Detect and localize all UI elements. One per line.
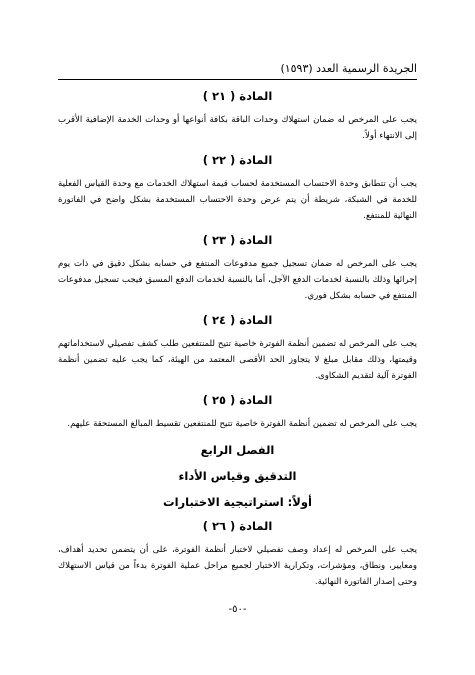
chapter-heading: الفصل الرابع (200, 443, 275, 457)
article-body: يجب أن تتطابق وحدة الاحتساب المستخدمة لحساب قيمة استهلاك الخدمات مع وحدة القياس الفعلية للخدمة في الشبكة، شريطة أن يتم عرض وحدة الاحتساب المستخدمة بشكل واضح في الفاتورة النهائية للمنتفع. (58, 179, 417, 221)
article-title: المادة ( ٢٦ ) (202, 519, 273, 533)
article-body: يجب على المرخص له ضمان استهلاك وحدات الباقة بكافة أنواعها أو وحدات الخدمة الإضافية الأقرب إلى الانتهاء أولاً. (58, 115, 417, 141)
article-25 (58, 393, 417, 432)
article-body: يجب على المرخص له ضمان تسجيل جميع مدفوعات المنتفع في حسابه بشكل دقيق في ذات يوم إجرائها وذلك بالنسبة لخدمات الدفع الآجل، أما بالنسبة لخدمات الدفع المسبق فيجب تسجيل مدفوعات المنتفع في حسابه بشكل فوري. (58, 259, 417, 301)
section-heading: أولاً: استراتيجية الاختبارات (163, 495, 312, 509)
article-title: المادة ( ٢٢ ) (202, 153, 273, 167)
article-26 (58, 519, 417, 590)
article-body: يجب على المرخص له إعداد وصف تفصيلي لاختبار أنظمة الفوترة، على أن يتضمن تحديد أهداف، ومعايير، ونطاق، ومؤشرات، وتكرارية الاختبار لجميع مراحل عملية الفوترة بدءاً من قياس الاستهلاك وحتى إصدار الفاتورة النهائية. (58, 545, 417, 587)
article-title: المادة ( ٢٤ ) (202, 313, 273, 327)
article-23 (58, 233, 417, 304)
document-page (58, 62, 417, 590)
article-22 (58, 153, 417, 224)
chapter-title: التدقيق وقياس الأداء (178, 469, 297, 483)
article-title: المادة ( ٢٥ ) (202, 393, 273, 407)
running-header: الجريدة الرسمية العدد (١٥٩٣) (58, 62, 417, 80)
page-number: -٥٠- (228, 604, 247, 615)
article-body: يجب على المرخص له تضمين أنظمة الفوترة خاصية تتيح للمنتفعين تقسيط المبالغ المستحقة عليهم. (67, 419, 417, 429)
article-24 (58, 313, 417, 384)
article-body: يجب على المرخص له تضمين أنظمة الفوترة خاصية تتيح للمنتفعين طلب كشف تفصيلي لاستخداماتهم وقيمتها، وذلك مقابل مبلغ لا يتجاوز الحد الأقصى المعتمد من الهيئة، كما يجب عليه تضمين أنظمة الفوترة آلية لتقديم الشكاوى. (58, 339, 417, 381)
article-21 (58, 89, 417, 144)
article-title: المادة ( ٢٣ ) (202, 233, 273, 247)
article-title: المادة ( ٢١ ) (202, 89, 273, 103)
